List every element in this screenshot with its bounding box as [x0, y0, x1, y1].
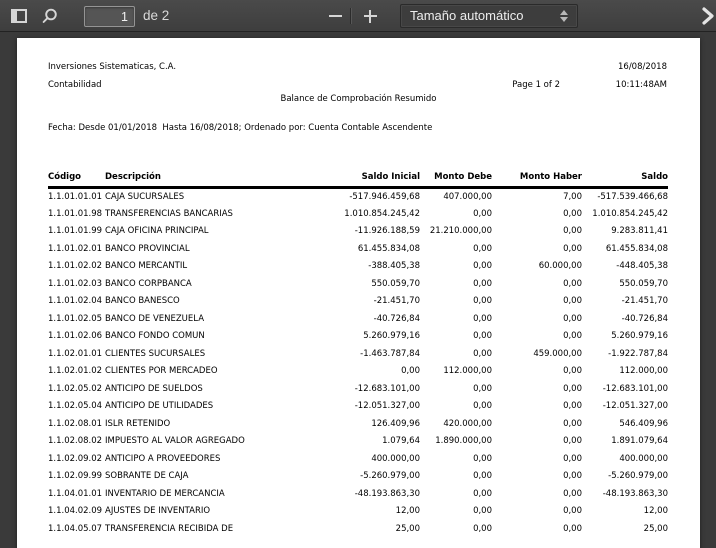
monto-debe-cell: 0,00: [473, 296, 492, 307]
page-number-input[interactable]: [84, 6, 135, 27]
monto-debe-cell: 0,00: [473, 471, 492, 482]
report-module-name: Contabilidad: [48, 80, 102, 90]
monto-debe-cell: 0,00: [473, 243, 492, 254]
code-cell: 1.1.01.02.02: [48, 261, 103, 272]
select-spinner-icon: [560, 9, 568, 23]
pdf-page: [17, 38, 700, 548]
code-cell: 1.1.01.02.06: [48, 331, 103, 342]
saldo-cell: -1.922.787,84: [608, 348, 668, 359]
saldo-cell: 12,00: [643, 506, 668, 517]
code-cell: 1.1.01.01.01: [48, 192, 103, 202]
code-cell: 1.1.02.09.99: [48, 471, 103, 482]
saldo-inicial-cell: 5.260.979,16: [363, 331, 420, 342]
report-page-label: Page 1 of 2: [512, 80, 560, 90]
description-cell: CLIENTES POR MERCADEO: [105, 366, 218, 377]
description-cell: ANTICIPO DE UTILIDADES: [105, 401, 214, 412]
saldo-cell: 9.283.811,41: [611, 226, 668, 237]
table-row: [48, 433, 668, 451]
header-descripcion: Descripción: [105, 170, 315, 188]
monto-haber-cell: 0,00: [563, 208, 582, 219]
saldo-inicial-cell: 1.010.854.245,42: [344, 208, 420, 219]
saldo-inicial-cell: -12.051.327,00: [354, 401, 420, 412]
header-monto-debe: Monto Debe: [420, 170, 492, 188]
table-row: [48, 415, 668, 433]
header-saldo-inicial: Saldo Inicial: [315, 170, 420, 188]
sidebar-toggle-icon: [11, 9, 27, 23]
description-cell: ANTICIPO A PROVEEDORES: [105, 453, 221, 464]
table-row: [48, 503, 668, 521]
table-row: [48, 293, 668, 311]
monto-debe-cell: 0,00: [473, 313, 492, 324]
saldo-inicial-cell: 400.000,00: [371, 453, 420, 464]
monto-haber-cell: 0,00: [563, 523, 582, 534]
saldo-inicial-cell: -21.451,70: [373, 296, 420, 307]
description-cell: BANCO CORPBANCA: [105, 278, 192, 289]
monto-debe-cell: 0,00: [473, 278, 492, 289]
report-time: 10:11:48AM: [615, 80, 667, 90]
monto-debe-cell: 112.000,00: [443, 366, 492, 377]
minus-icon: [329, 15, 342, 17]
monto-haber-cell: 0,00: [563, 488, 582, 499]
pdf-viewer-toolbar: [0, 0, 716, 32]
description-cell: CLIENTES SUCURSALES: [105, 348, 206, 359]
table-header-row: [48, 170, 668, 188]
zoom-level-value: Tamaño automático: [410, 8, 524, 23]
monto-haber-cell: 0,00: [563, 366, 582, 377]
header-codigo: Código: [48, 170, 105, 188]
zoom-out-button[interactable]: [322, 4, 348, 28]
saldo-inicial-cell: 61.455.834,08: [357, 243, 420, 254]
code-cell: 1.1.04.05.07: [48, 523, 103, 534]
monto-debe-cell: 0,00: [473, 331, 492, 342]
description-cell: ANTICIPO DE SUELDOS: [105, 383, 203, 394]
description-cell: CAJA OFICINA PRINCIPAL: [105, 226, 209, 237]
saldo-cell: 400.000,00: [619, 453, 668, 464]
header-monto-haber: Monto Haber: [492, 170, 582, 188]
header-saldo: Saldo: [582, 170, 668, 188]
code-cell: 1.1.01.02.03: [48, 278, 103, 289]
monto-debe-cell: 21.210.000,00: [429, 226, 492, 237]
toolbar-expand-button[interactable]: [699, 3, 716, 29]
description-cell: ISLR RETENIDO: [105, 418, 171, 429]
report-date: 16/08/2018: [618, 62, 667, 72]
saldo-cell: -517.539.466,68: [597, 192, 668, 202]
monto-debe-cell: 0,00: [473, 506, 492, 517]
monto-haber-cell: 7,00: [563, 192, 582, 202]
table-row: [48, 188, 668, 206]
monto-haber-cell: 0,00: [563, 418, 582, 429]
monto-haber-cell: 0,00: [563, 313, 582, 324]
monto-haber-cell: 0,00: [563, 471, 582, 482]
table-row: [48, 485, 668, 503]
chevron-right-icon: [701, 6, 715, 26]
report-title: Balance de Comprobación Resumido: [280, 94, 437, 104]
code-cell: 1.1.02.01.01: [48, 348, 103, 359]
saldo-inicial-cell: -517.946.459,68: [349, 192, 420, 202]
code-cell: 1.1.02.05.02: [48, 383, 103, 394]
monto-haber-cell: 0,00: [563, 278, 582, 289]
saldo-cell: -48.193.863,30: [602, 488, 668, 499]
description-cell: BANCO FONDO COMUN: [105, 331, 205, 342]
table-row: [48, 240, 668, 258]
monto-debe-cell: 0,00: [473, 208, 492, 219]
monto-debe-cell: 0,00: [473, 261, 492, 272]
description-cell: INVENTARIO DE MERCANCIA: [105, 488, 225, 499]
saldo-cell: -40.726,84: [621, 313, 668, 324]
description-cell: IMPUESTO AL VALOR AGREGADO: [105, 436, 245, 447]
monto-debe-cell: 1.890.000,00: [435, 436, 492, 447]
monto-haber-cell: 0,00: [563, 436, 582, 447]
saldo-cell: 112.000,00: [619, 366, 668, 377]
code-cell: 1.1.01.02.05: [48, 313, 103, 324]
search-icon: [40, 7, 59, 26]
saldo-inicial-cell: -11.926.188,59: [354, 226, 420, 237]
table-row: [48, 275, 668, 293]
saldo-cell: 550.059,70: [619, 278, 668, 289]
report-filter-line: Fecha: Desde 01/01/2018 Hasta 16/08/2018; Ordenado por: Cuenta Contable Ascendente: [48, 123, 433, 133]
monto-haber-cell: 0,00: [563, 331, 582, 342]
saldo-cell: -448.405,38: [616, 261, 668, 272]
monto-haber-cell: 0,00: [563, 401, 582, 412]
table-row: [48, 345, 668, 363]
description-cell: CAJA SUCURSALES: [105, 192, 185, 202]
table-row: [48, 310, 668, 328]
monto-debe-cell: 0,00: [473, 453, 492, 464]
table-row: [48, 380, 668, 398]
code-cell: 1.1.01.01.98: [48, 208, 103, 219]
monto-debe-cell: 420.000,00: [443, 418, 492, 429]
description-cell: TRANSFERENCIA RECIBIDA DE: [105, 523, 234, 534]
table-row: [48, 205, 668, 223]
table-row: [48, 468, 668, 486]
code-cell: 1.1.02.08.01: [48, 418, 103, 429]
saldo-inicial-cell: -12.683.101,00: [354, 383, 420, 394]
plus-icon: [364, 10, 377, 23]
page-count-label: de 2: [143, 8, 170, 23]
search-button[interactable]: [36, 4, 62, 28]
monto-haber-cell: 0,00: [563, 506, 582, 517]
code-cell: 1.1.01.01.99: [48, 226, 103, 237]
saldo-cell: 5.260.979,16: [611, 331, 668, 342]
monto-haber-cell: 0,00: [563, 226, 582, 237]
monto-debe-cell: 0,00: [473, 523, 492, 534]
saldo-cell: -12.683.101,00: [602, 383, 668, 394]
code-cell: 1.1.01.02.04: [48, 296, 103, 307]
code-cell: 1.1.04.01.01: [48, 488, 103, 499]
table-row: [48, 328, 668, 346]
toggle-sidebar-button[interactable]: [6, 4, 32, 28]
monto-haber-cell: 459.000,00: [533, 348, 582, 359]
monto-haber-cell: 0,00: [563, 243, 582, 254]
saldo-inicial-cell: 550.059,70: [371, 278, 420, 289]
code-cell: 1.1.04.02.09: [48, 506, 103, 517]
monto-haber-cell: 0,00: [563, 383, 582, 394]
saldo-inicial-cell: -388.405,38: [368, 261, 420, 272]
saldo-cell: 546.409,96: [619, 418, 668, 429]
table-row: [48, 223, 668, 241]
report-company-name: Inversiones Sistematicas, C.A.: [48, 62, 177, 72]
saldo-inicial-cell: -40.726,84: [373, 313, 420, 324]
table-row: [48, 450, 668, 468]
description-cell: BANCO PROVINCIAL: [105, 243, 190, 254]
description-cell: BANCO DE VENEZUELA: [105, 313, 205, 324]
code-cell: 1.1.02.08.02: [48, 436, 103, 447]
zoom-level-select[interactable]: [400, 4, 578, 28]
saldo-cell: 61.455.834,08: [605, 243, 668, 254]
monto-haber-cell: 60.000,00: [538, 261, 582, 272]
saldo-inicial-cell: 126.409,96: [371, 418, 420, 429]
saldo-cell: -5.260.979,00: [608, 471, 668, 482]
monto-haber-cell: 0,00: [563, 296, 582, 307]
toolbar-separator: [350, 8, 351, 24]
saldo-inicial-cell: 0,00: [401, 366, 420, 377]
monto-debe-cell: 407.000,00: [443, 192, 492, 202]
table-row: [48, 363, 668, 381]
monto-debe-cell: 0,00: [473, 488, 492, 499]
saldo-cell: -12.051.327,00: [602, 401, 668, 412]
monto-debe-cell: 0,00: [473, 348, 492, 359]
table-row: [48, 258, 668, 276]
saldo-cell: 25,00: [643, 523, 668, 534]
saldo-inicial-cell: -48.193.863,30: [354, 488, 420, 499]
table-row: [48, 520, 668, 538]
report-table-body: [48, 188, 668, 538]
saldo-cell: 1.891.079,64: [611, 436, 668, 447]
monto-debe-cell: 0,00: [473, 401, 492, 412]
description-cell: SOBRANTE DE CAJA: [105, 471, 189, 482]
saldo-inicial-cell: -5.260.979,00: [360, 471, 420, 482]
description-cell: BANCO MERCANTIL: [105, 261, 188, 272]
code-cell: 1.1.01.02.01: [48, 243, 103, 254]
description-cell: AJUSTES DE INVENTARIO: [105, 506, 211, 517]
table-row: [48, 398, 668, 416]
monto-haber-cell: 0,00: [563, 453, 582, 464]
saldo-inicial-cell: 1.079,64: [382, 436, 420, 447]
saldo-inicial-cell: 25,00: [395, 523, 420, 534]
trial-balance-table: [48, 170, 668, 538]
code-cell: 1.1.02.01.02: [48, 366, 103, 377]
saldo-inicial-cell: 12,00: [395, 506, 420, 517]
saldo-cell: -21.451,70: [621, 296, 668, 307]
saldo-cell: 1.010.854.245,42: [592, 208, 668, 219]
description-cell: TRANSFERENCIAS BANCARIAS: [105, 208, 233, 219]
monto-debe-cell: 0,00: [473, 383, 492, 394]
zoom-in-button[interactable]: [357, 4, 383, 28]
code-cell: 1.1.02.05.04: [48, 401, 103, 412]
description-cell: BANCO BANESCO: [105, 296, 180, 307]
saldo-inicial-cell: -1.463.787,84: [360, 348, 420, 359]
code-cell: 1.1.02.09.02: [48, 453, 103, 464]
